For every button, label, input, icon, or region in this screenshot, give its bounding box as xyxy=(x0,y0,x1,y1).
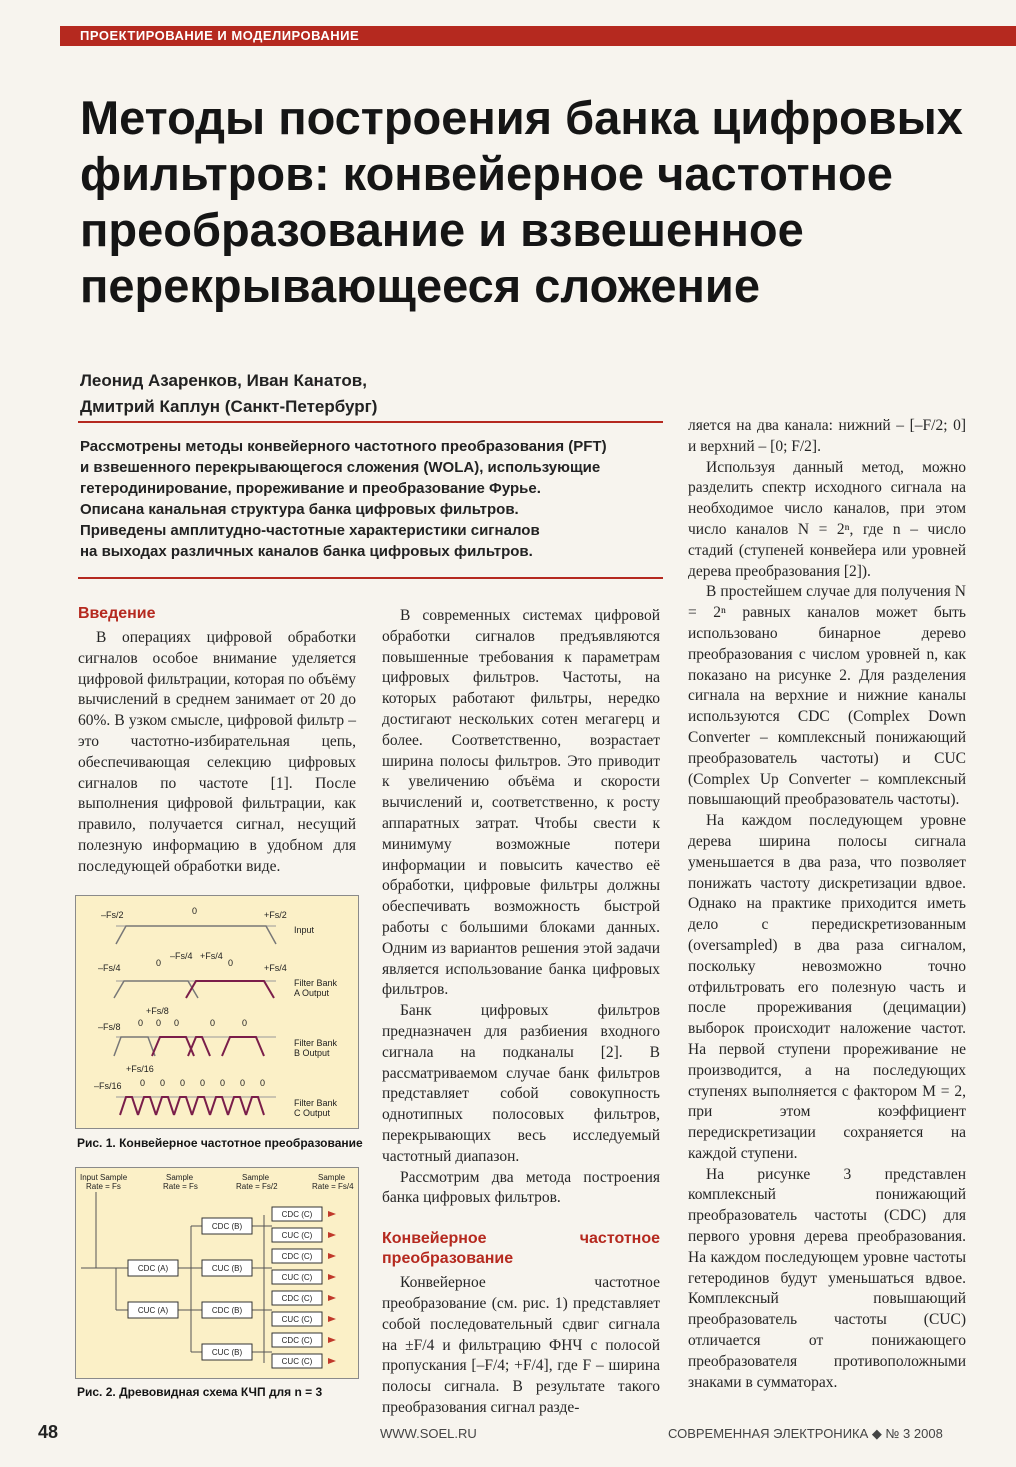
zero-label: 0 xyxy=(260,1078,266,1088)
column-2 xyxy=(382,606,660,1419)
column-3 xyxy=(688,416,966,1393)
rate-label: Rate = Fs/2 xyxy=(236,1182,278,1191)
column-1 xyxy=(78,604,356,878)
title-line: Методы построения банка цифровых xyxy=(80,91,963,144)
row-label: B Output xyxy=(294,1048,330,1058)
figure-1 xyxy=(75,895,359,1129)
block-label: CDC (C) xyxy=(281,1336,313,1345)
row-label: Input xyxy=(294,925,315,935)
bank-b-channel xyxy=(114,1037,155,1056)
abstract-line: Рассмотрены методы конвейерного частотного преобразования (PFT) xyxy=(80,438,607,455)
block-label: CDC (A) xyxy=(137,1264,169,1273)
output-arrow-icon xyxy=(328,1211,336,1217)
row-label: Filter Bank xyxy=(294,978,338,988)
block-label: CUC (A) xyxy=(137,1306,169,1315)
block-label: CDC (B) xyxy=(211,1306,243,1315)
paragraph: В операциях цифровой обработки сигналов особое внимание уделяется цифровой фильтрации, которая по объёму вычислений в среднем занимает от 20 до 60%. В узком смысле, цифровой фильтр – это частотно-избирательная цепь, обеспечивающая селекцию цифровых сигналов по частоте [1]. После выполнения цифровой фильтрации, как правило, получается сигнал, несущий полезную информацию в удобном для последующей обработки виде. xyxy=(78,629,356,875)
abstract-line: на выходах различных каналов банка цифровых фильтров. xyxy=(80,543,533,560)
zero-label: 0 xyxy=(174,1018,180,1028)
paragraph: Используя данный метод, можно разделить спектр исходного сигнала на необходимое число каналов, при этом число каналов N = 2ⁿ, где n – число стадий (ступеней конвейера или уровней дерева преобразования [2]). xyxy=(688,458,966,580)
figure-1-caption: Рис. 1. Конвейерное частотное преобразование xyxy=(77,1136,363,1150)
title-line: перекрывающееся сложение xyxy=(80,259,760,312)
figure-2 xyxy=(75,1167,359,1379)
paragraph: На каждом последующем уровне дерева ширина полосы сигнала уменьшается в два раза, что позволяет понижать частоту дискретизации вдвое. Однако на практике приходится иметь дело с передискретизованным (oversampled) в два раза сигналом, поскольку невозможно точно отфильтровать его полезную часть и после прореживания (децимации) выборок происходит наложение частот. На первой ступени прореживание не производится, а на последующих ступенях выполняется с фактором M = 2, при этом коэффициент передискретизации сохраняется на каждой ступени. xyxy=(688,812,966,1162)
output-arrow-icon xyxy=(328,1295,336,1301)
output-arrow-icon xyxy=(328,1337,336,1343)
rate-label: Rate = Fs/4 xyxy=(312,1182,354,1191)
row-right-label: +Fs/2 xyxy=(264,910,287,920)
footer-url: WWW.SOEL.RU xyxy=(380,1426,477,1441)
article-title xyxy=(80,90,980,314)
row-right-label: +Fs/4 xyxy=(264,963,287,973)
rate-label: Rate = Fs xyxy=(86,1182,121,1191)
authors-line: Дмитрий Каплун (Санкт-Петербург) xyxy=(80,397,378,416)
block-label: CDC (B) xyxy=(211,1222,243,1231)
bank-c-channel xyxy=(192,1097,210,1115)
row-left-label: –Fs/8 xyxy=(98,1022,121,1032)
output-arrow-icon xyxy=(328,1274,336,1280)
mark-label: –Fs/4 xyxy=(170,951,193,961)
divider xyxy=(78,421,663,423)
zero-label: 0 xyxy=(160,1078,166,1088)
block-label: CUC (C) xyxy=(281,1273,313,1282)
bank-c-channel xyxy=(210,1097,228,1115)
zero-label: 0 xyxy=(200,1078,206,1088)
block-label: CDC (C) xyxy=(281,1294,313,1303)
zero-label: 0 xyxy=(156,958,162,968)
zero-label: 0 xyxy=(242,1018,248,1028)
row-label: C Output xyxy=(294,1108,331,1118)
block-label: CUC (C) xyxy=(281,1357,313,1366)
bank-c-channel xyxy=(156,1097,174,1115)
zero-label: 0 xyxy=(180,1078,186,1088)
zero-label: 0 xyxy=(140,1078,146,1088)
bank-b-channel xyxy=(222,1037,264,1056)
abstract-line: Приведены амплитудно-частотные характеристики сигналов xyxy=(80,522,540,539)
row-left-label: –Fs/16 xyxy=(94,1081,122,1091)
paragraph: В современных системах цифровой обработки сигналов предъявляются повышенные требования к параметрам цифровых фильтров. Частоты, на которых работают фильтры, нередко достигают нескольких сотен мегагерц и более. Соответственно, возрастает ширина полосы фильтров. Это приводит к увеличению объёма и скорости вычислений и, соответственно, к росту аппаратных затрат. Чтобы свести к минимуму возможные потери информации и повысить качество её обработки, цифровые фильтры должны обеспечивать возможность быстрой работы с большими блоками данных. Одним из вариантов решения этой задачи является использование банка цифровых фильтров. xyxy=(382,607,660,999)
mark-label: +Fs/16 xyxy=(126,1064,154,1074)
paragraph: ляется на два канала: нижний – [–F/2; 0] и верхний – [0; F/2]. xyxy=(688,417,966,455)
heading-pft: Конвейерное частотное преобразование xyxy=(382,1230,660,1268)
rate-label: Sample xyxy=(166,1173,194,1182)
paragraph: Конвейерное частотное преобразование (см. рис. 1) представляет собой последовательный сдвиг сигнала на ±F/4 и фильтрацию ФНЧ с полосой пропускания [–F/4; +F/4], где F – ширина полосы сигнала. В результате такого преобразования сигнал разде- xyxy=(382,1274,660,1416)
abstract xyxy=(80,436,670,562)
paragraph: В простейшем случае для получения N = 2ⁿ равных каналов может быть использовано бинарное дерево преобразования с числом уровней n, как показано на рисунке 2. Для разделения сигнала на верхние и нижние каналы используются CDC (Complex Down Converter – комплексный понижающий преобразователь частоты) и CUC (Complex Up Converter – комплексный повышающий преобразователь частоты). xyxy=(688,583,966,809)
bank-c-channel xyxy=(246,1097,264,1115)
row-left-label: –Fs/4 xyxy=(98,963,121,973)
section-bar xyxy=(60,26,1016,46)
zero-label: 0 xyxy=(210,1018,216,1028)
bank-b-channel xyxy=(152,1037,194,1056)
row-label: A Output xyxy=(294,988,330,998)
block-label: CUC (B) xyxy=(211,1264,243,1273)
divider xyxy=(78,577,663,579)
zero-label: 0 xyxy=(240,1078,246,1088)
rate-label: Input Sample xyxy=(80,1173,128,1182)
rate-label: Rate = Fs xyxy=(163,1182,198,1191)
rate-label: Sample xyxy=(242,1173,270,1182)
abstract-line: гетеродинирование, прореживание и преобразование Фурье. xyxy=(80,480,541,497)
zero-label: 0 xyxy=(156,1018,162,1028)
rate-label: Sample xyxy=(318,1173,346,1182)
block-label: CUC (B) xyxy=(211,1348,243,1357)
abstract-line: и взвешенного перекрывающегося сложения (WOLA), использующие xyxy=(80,459,601,476)
title-line: преобразование и взвешенное xyxy=(80,203,804,256)
section-label: ПРОЕКТИРОВАНИЕ И МОДЕЛИРОВАНИЕ xyxy=(80,28,360,43)
zero-label: 0 xyxy=(228,958,234,968)
bank-c-channel xyxy=(174,1097,192,1115)
authors xyxy=(80,368,377,420)
authors-line: Леонид Азаренков, Иван Канатов, xyxy=(80,371,367,390)
block-label: CDC (C) xyxy=(281,1210,313,1219)
bank-a-low xyxy=(114,981,198,998)
bank-b-channel xyxy=(188,1037,210,1056)
mark-label: +Fs/8 xyxy=(146,1006,169,1016)
row-label: Filter Bank xyxy=(294,1038,338,1048)
paragraph: Банк цифровых фильтров предназначен для разбиения входного сигнала на подканалы [2]. В рассматриваемом случае банк фильтров представляет собой совокупность однотипных полосовых фильтров, перекрывающих весь исследуемый частотный диапазон. xyxy=(382,1002,660,1165)
abstract-line: Описана канальная структура банка цифровых фильтров. xyxy=(80,501,519,518)
paragraph: На рисунке 3 представлен комплексный понижающий преобразователь частоты (CDC) для первого уровня дерева преобразования. На каждом последующем уровне частоты гетеродинов будут уменьшаться вдвое. Комплексный повышающий преобразователь частоты (CUC) отличается от понижающего преобразователя противоположными знаками в сумматорах. xyxy=(688,1165,966,1391)
output-arrow-icon xyxy=(328,1232,336,1238)
zero-label: 0 xyxy=(220,1078,226,1088)
heading-introduction: Введение xyxy=(78,605,156,622)
paragraph: Рассмотрим два метода построения банка цифровых фильтров. xyxy=(382,1168,660,1207)
output-arrow-icon xyxy=(328,1253,336,1259)
bank-c-channel xyxy=(120,1097,138,1115)
figure-1-diagram xyxy=(76,896,358,1128)
zero-label: 0 xyxy=(192,906,198,916)
row-label: Filter Bank xyxy=(294,1098,338,1108)
title-line: фильтров: конвейерное частотное xyxy=(80,147,893,200)
output-arrow-icon xyxy=(328,1358,336,1364)
mark-label: +Fs/4 xyxy=(200,951,223,961)
figure-2-diagram xyxy=(76,1168,358,1378)
block-label: CDC (C) xyxy=(281,1252,313,1261)
bank-c-channel xyxy=(138,1097,156,1115)
output-arrow-icon xyxy=(328,1316,336,1322)
row-left-label: –Fs/2 xyxy=(101,910,124,920)
footer-magazine: СОВРЕМЕННАЯ ЭЛЕКТРОНИКА ◆ № 3 2008 xyxy=(668,1426,943,1441)
zero-label: 0 xyxy=(138,1018,144,1028)
input-spectrum xyxy=(116,926,276,944)
bank-a-high xyxy=(186,981,274,998)
figure-2-caption: Рис. 2. Древовидная схема КЧП для n = 3 xyxy=(77,1385,323,1399)
block-label: CUC (C) xyxy=(281,1231,313,1240)
block-label: CUC (C) xyxy=(281,1315,313,1324)
page-number: 48 xyxy=(38,1422,59,1442)
bank-c-channel xyxy=(228,1097,246,1115)
